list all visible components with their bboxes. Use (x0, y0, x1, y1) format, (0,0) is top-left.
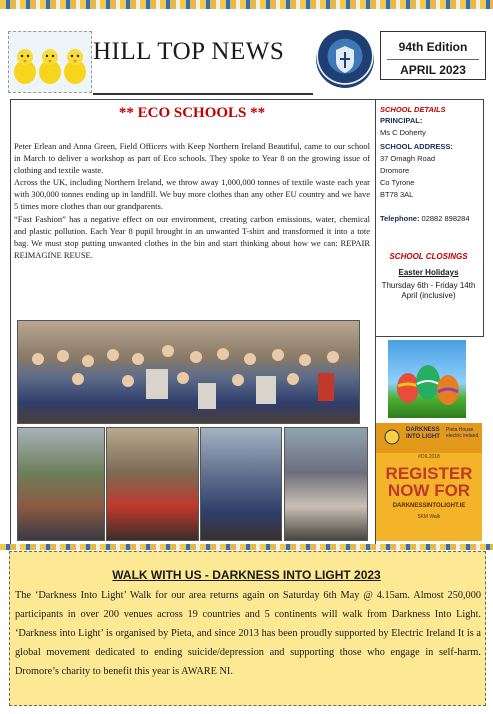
principal-name: Ms C Doherty (380, 128, 426, 137)
eco-photo-4 (284, 427, 368, 541)
eco-photo-3 (200, 427, 282, 541)
advert-website: DARKNESSINTOLIGHT.IE (392, 503, 466, 509)
eco-paragraph-2: Across the UK, including Northern Ireland, we throw away 1,000,000 tonnes of textile waste each year with 300,000 tonnes ending up in landfill. We buy more clothes than any other EU country and we have 5 times more clothes than our grandparents. (14, 177, 370, 212)
advert-hashtag: #DIL2018 (418, 454, 440, 460)
eco-photo-1 (17, 427, 105, 541)
easter-eggs-image (388, 340, 466, 418)
title-underline (93, 93, 313, 95)
principal-label: PRINCIPAL: (380, 116, 423, 125)
address-line: 37 Omagh Road (380, 154, 436, 163)
address-line: Co Tyrone (380, 178, 415, 187)
closing-name: Easter Holidays (398, 268, 459, 277)
address-line: Dromore (380, 166, 410, 175)
school-details-heading: SCHOOL DETAILS (380, 105, 446, 114)
eco-schools-heading: ** ECO SCHOOLS ** (118, 105, 266, 121)
advert-brand: DARKNESS INTO LIGHT (406, 427, 440, 440)
telephone-line (380, 214, 470, 223)
school-closings-heading: SCHOOL CLOSINGS (389, 252, 468, 261)
eco-group-photo (17, 320, 360, 424)
eco-paragraph-1: Peter Erlean and Anna Green, Field Officers with Keep Northern Ireland Beautiful, came to our school in March to deliver a workshop as part of Eco schools. They spoke to Year 8 on the growing issue of clothing and textile waste. (14, 141, 370, 176)
school-crest-logo (316, 30, 374, 88)
edition-number: 94th Edition (398, 40, 468, 54)
closing-dates: Thursday 6th - Friday 14th April (inclusive) (381, 281, 476, 300)
advert-walk-distance: 5KM Walk (417, 514, 441, 520)
edition-date: APRIL 2023 (400, 63, 466, 77)
easter-chicks-image (8, 31, 92, 93)
address-label: SCHOOL ADDRESS: (380, 142, 453, 151)
sun-logo-icon (382, 427, 402, 447)
edition-divider (387, 59, 479, 60)
newsletter-title: HILL TOP NEWS (93, 38, 285, 65)
advert-headline: REGISTER NOW FOR (385, 464, 473, 500)
eco-paragraph-3: “Fast Fashion” has a negative effect on our environment, creating carbon emissions, water, chemical and plastic pollution. Each Year 8 pupil brought in an unwanted T-shirt and transformed it into a tote bag. We must stop putting unwanted clothes in the bin and start thinking about how we can: REPAIR REIMAGINE REUSE. (14, 213, 370, 260)
edition-box (380, 31, 486, 80)
darkness-into-light-advert (376, 423, 482, 541)
walk-heading: WALK WITH US - DARKNESS INTO LIGHT 2023 (112, 568, 381, 582)
telephone-number: 02882 898284 (421, 214, 470, 223)
decorative-top-border (0, 0, 493, 9)
telephone-label: Telephone: (380, 214, 420, 223)
advert-sponsors: Pieta House electric ireland (446, 427, 479, 439)
decorative-divider (0, 544, 493, 550)
walk-body: The ‘Darkness Into Light’ Walk for our area returns again on Saturday 6th May @ 4.15am. Almost 250,000 participants in over 200 venues across 19 countries and 5 continents will walk from Darkness Into Light. ‘Darkness into Light’ is organised by Pieta, and since 2013 has been proudly supported by Electric Ireland It is a global movement dedicated to ending suicide/depression and supporting those who engage in self-harm. Dromore’s charity to benefit this year is AWARE NI. (15, 590, 481, 677)
school-details-panel (375, 99, 484, 337)
eco-photo-2 (106, 427, 199, 541)
eco-schools-body (14, 140, 370, 261)
address-line: BT78 3AL (380, 190, 414, 199)
